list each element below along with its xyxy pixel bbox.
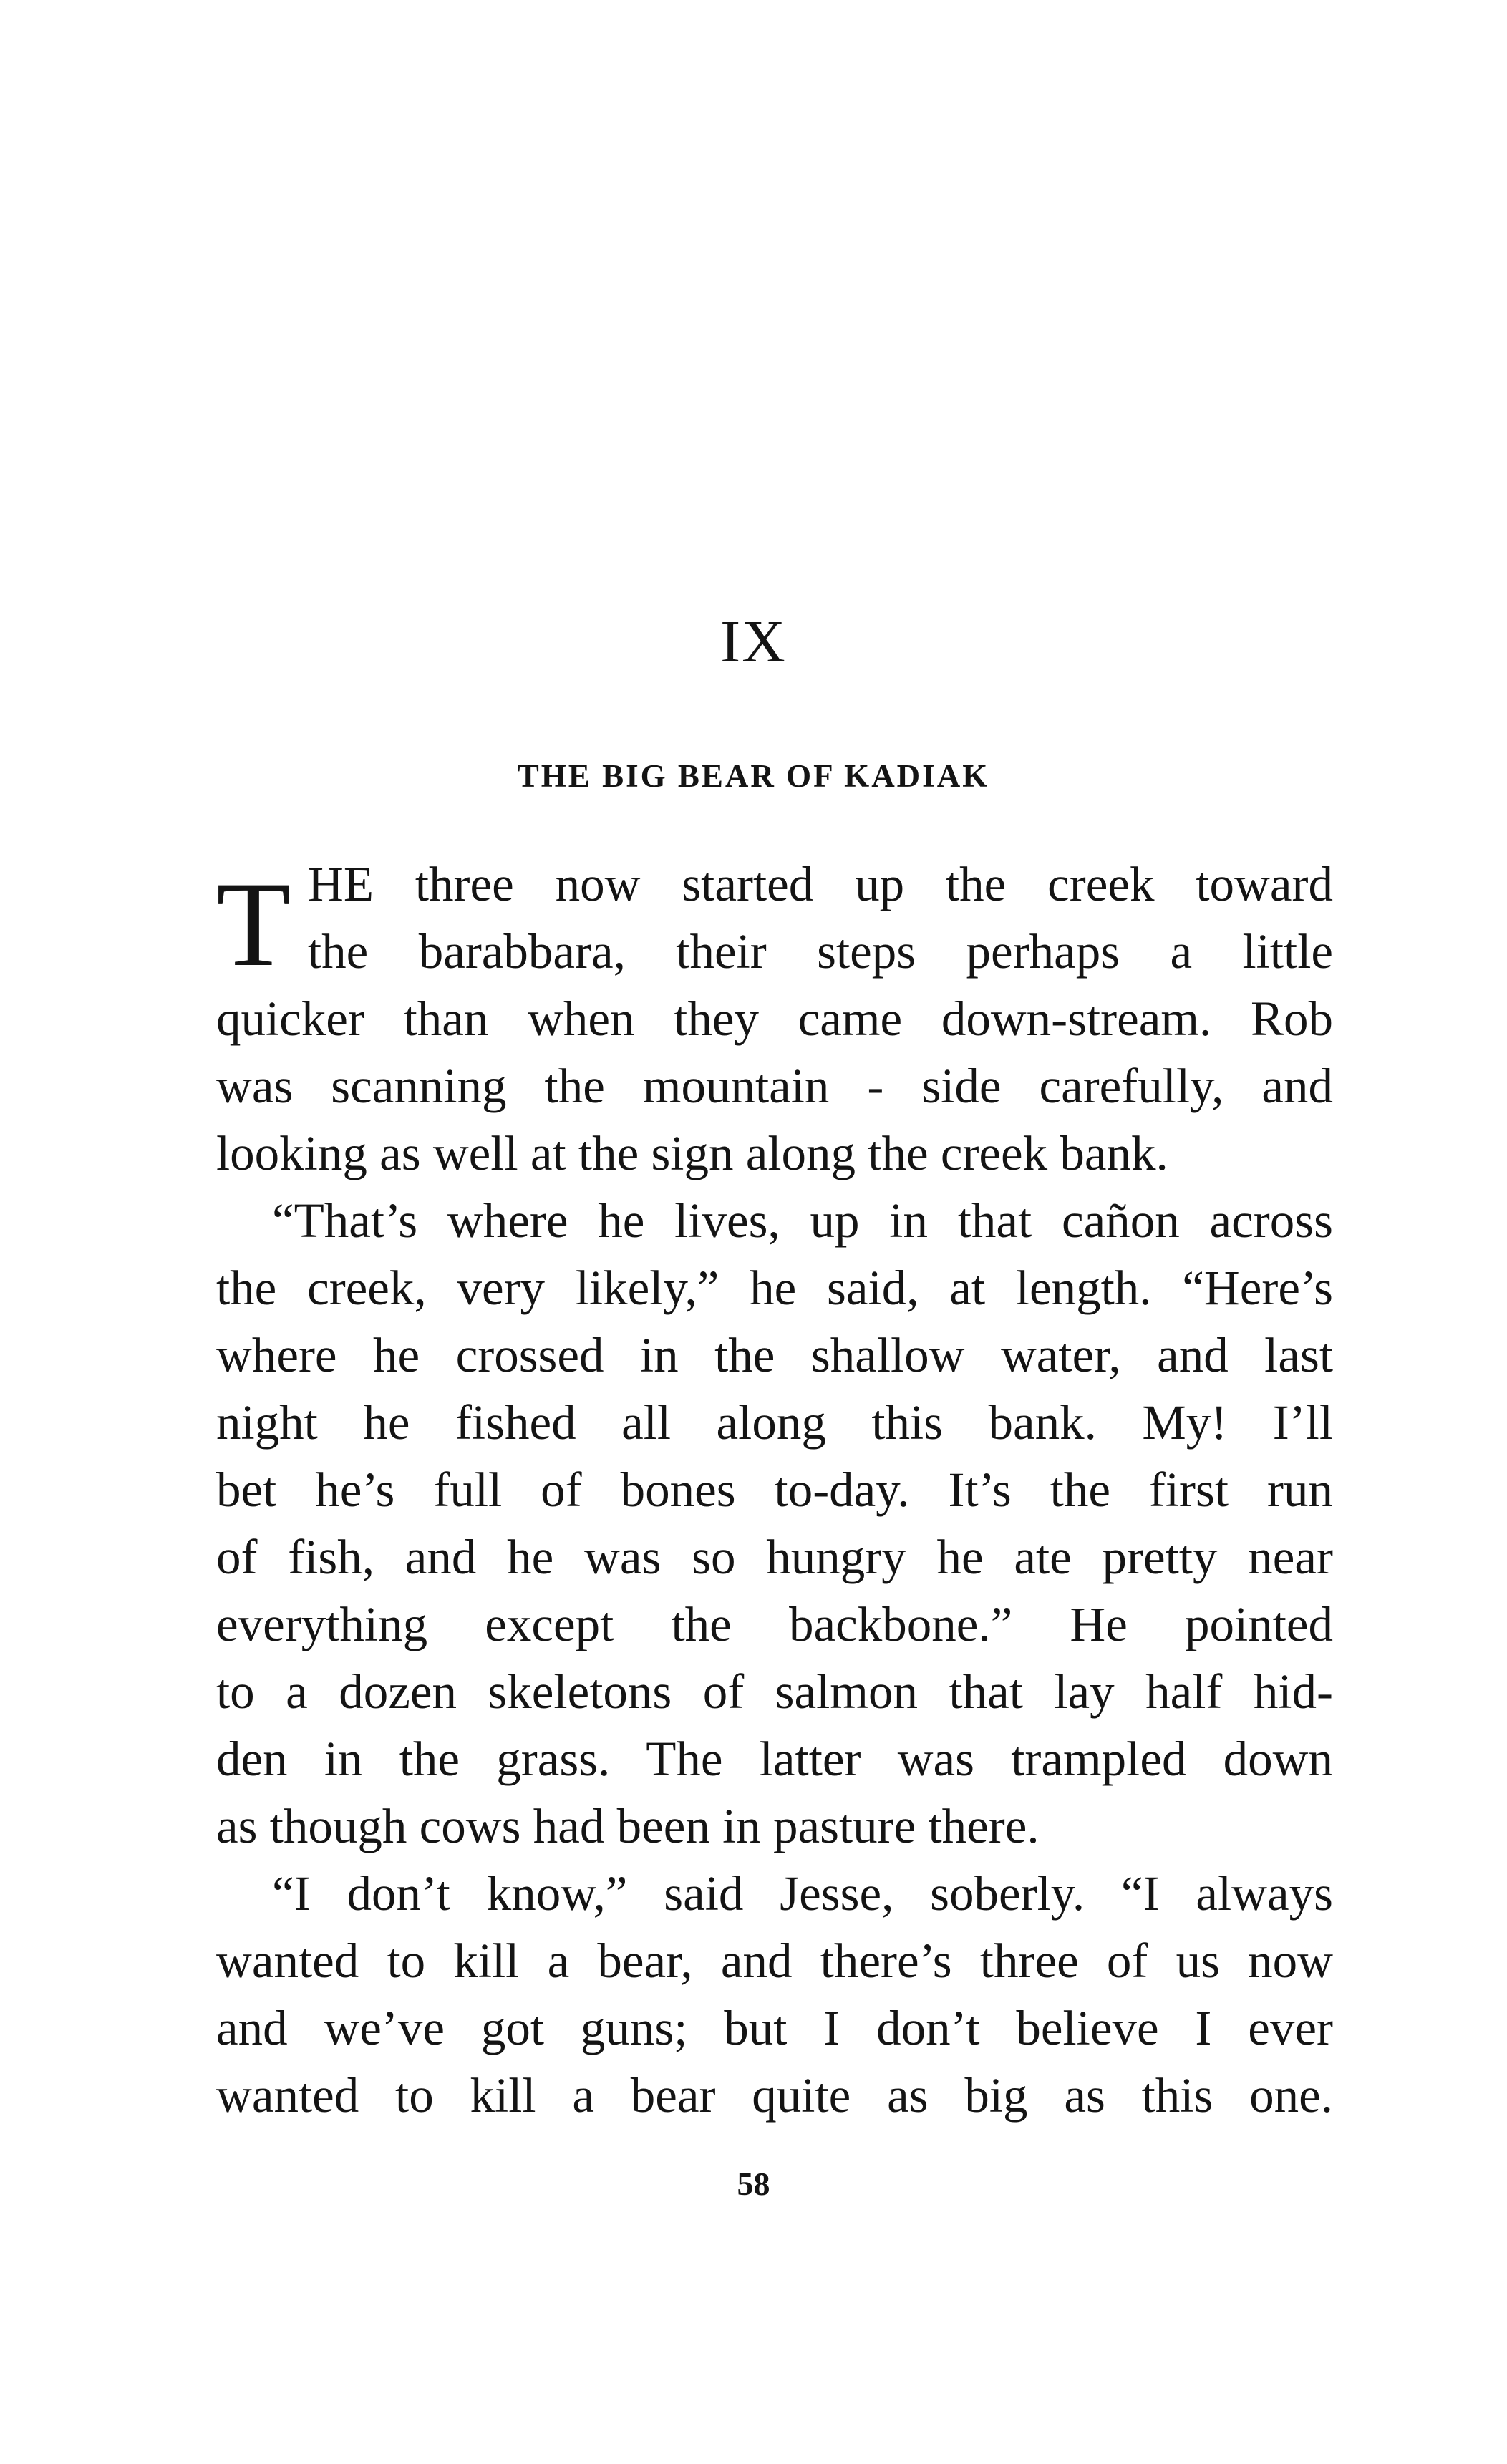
text-line: “I don’t know,” said Jesse, soberly. “I always — [272, 1866, 1333, 1921]
text-line: was scanning the mountain - side carefully, and — [216, 1059, 1333, 1113]
text-line: den in the grass. The latter was trampled down — [216, 1732, 1333, 1786]
text-line: to a dozen skeletons of salmon that lay half hid- — [216, 1664, 1333, 1719]
text-line: looking as well at the sign along the creek bank. — [216, 1126, 1168, 1180]
text-line: of fish, and he was so hungry he ate pretty near — [216, 1530, 1333, 1584]
text-line: HE three now started up the creek toward — [308, 857, 1333, 911]
text-line: as though cows had been in pasture there. — [216, 1799, 1040, 1853]
drop-cap: T — [216, 857, 291, 991]
body-text — [216, 850, 1333, 2129]
text-line: the creek, very likely,” he said, at length. “Here’s — [216, 1261, 1333, 1315]
text-line: the barabbara, their steps perhaps a little — [308, 924, 1333, 979]
text-line: and we’ve got guns; but I don’t believe I ever — [216, 2001, 1333, 2055]
page-number: 58 — [737, 2165, 770, 2202]
text-line: bet he’s full of bones to-day. It’s the first run — [216, 1463, 1333, 1517]
text-line: night he fished all along this bank. My! I’ll — [216, 1395, 1333, 1450]
text-line: wanted to kill a bear, and there’s three of us now — [216, 1934, 1333, 1988]
chapter-title: THE BIG BEAR OF KADIAK — [517, 758, 990, 794]
text-line: wanted to kill a bear quite as big as this one. — [216, 2068, 1333, 2123]
chapter-number: IX — [720, 608, 787, 675]
text-line: “That’s where he lives, up in that cañon across — [272, 1193, 1333, 1248]
text-line: everything except the backbone.” He pointed — [216, 1597, 1333, 1651]
text-line: quicker than when they came down-stream. Rob — [216, 991, 1333, 1046]
text-line: where he crossed in the shallow water, and last — [216, 1328, 1333, 1382]
